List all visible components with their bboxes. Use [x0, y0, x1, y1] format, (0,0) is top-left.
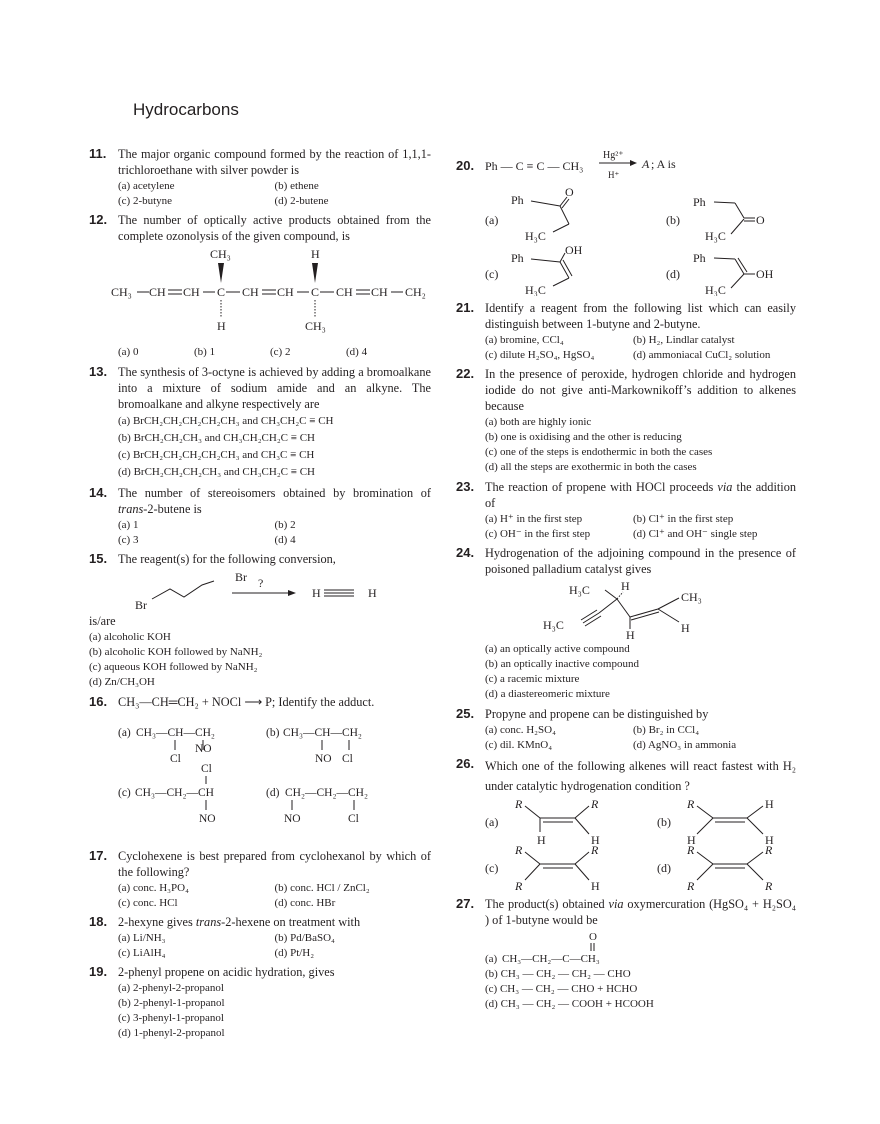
- sub-no: NO: [195, 743, 212, 755]
- reagent-bottom: H⁺: [608, 170, 620, 180]
- option-a-label: (a): [485, 815, 499, 829]
- options: [118, 518, 431, 547]
- q26-options: [485, 798, 796, 892]
- sub-cl: Cl: [201, 763, 212, 775]
- svg-text:R: R: [515, 843, 523, 857]
- sub-ch3-bottom: CH₃: [305, 319, 326, 333]
- option-c[interactable]: (c) 2-butyne: [118, 194, 173, 207]
- options: [118, 344, 431, 360]
- question-number: 15.: [89, 551, 108, 566]
- option-b[interactable]: (b) CH₃ — CH₂ — CH₂ — CHO: [485, 968, 631, 980]
- atom-ch3: CH₃: [111, 285, 132, 299]
- question-17: [89, 848, 431, 910]
- atom-oh: OH: [756, 267, 774, 281]
- option-b[interactable]: (b) alcoholic KOH followed by NaNH₂: [89, 646, 263, 658]
- option-d-label: (d): [266, 787, 280, 799]
- question-14: [89, 485, 431, 547]
- atom-c: C: [217, 285, 226, 299]
- option-d[interactable]: (d) BrCH₂CH₂CH₂CH₃ and CH₃CH₂C ≡ CH: [118, 466, 315, 478]
- sub-no: NO: [315, 753, 332, 765]
- option-b[interactable]: (b) 2: [274, 519, 296, 531]
- question-number: 16.: [89, 694, 108, 709]
- question-number: 19.: [89, 964, 108, 979]
- right-column: [456, 146, 796, 1016]
- option-d-label: (d): [657, 861, 671, 875]
- atom-h: H: [621, 579, 630, 593]
- option-a[interactable]: (a) 1: [118, 519, 139, 531]
- sub-ch3-top: CH₃: [210, 247, 231, 261]
- option-d[interactable]: (d) a diastereomeric mixture: [485, 688, 610, 700]
- left-column: [89, 146, 431, 1045]
- option-d[interactable]: (d) ammoniacal CuCl₂ solution: [633, 348, 771, 361]
- question-text: CH₃—CH═CH₂ + NOCl ⟶ P; Identify the adduct.: [118, 695, 375, 709]
- option-c-formula: CH₃—CH₂—CH: [135, 787, 214, 799]
- svg-text:R: R: [591, 843, 599, 857]
- option-b[interactable]: (b) 2-phenyl-1-propanol: [118, 997, 225, 1009]
- option-d[interactable]: (d) 1-phenyl-2-propanol: [118, 1027, 225, 1039]
- question-number: 25.: [456, 706, 475, 721]
- options: [485, 642, 796, 702]
- atom-h3c: H₃C: [705, 229, 726, 243]
- svg-text:R: R: [765, 879, 773, 892]
- question-text: Identify a reagent from the following list which can easily distinguish between 1-butyne and 2-butyne.: [485, 301, 796, 331]
- option-a-label: (a): [485, 213, 499, 227]
- atom-ch: CH: [149, 285, 166, 299]
- atom-ch: CH: [371, 285, 388, 299]
- question-18: [89, 914, 431, 960]
- svg-text:H: H: [765, 833, 774, 847]
- question-number: 21.: [456, 300, 475, 315]
- option-a[interactable]: (a) alcoholic KOH: [89, 631, 171, 643]
- atom-o: O: [756, 213, 765, 227]
- sub-no: NO: [284, 813, 301, 825]
- question-text: The reagent(s) for the following conversion,: [118, 552, 336, 566]
- q16-options: [89, 720, 431, 844]
- option-a[interactable]: (a) acetylene: [118, 180, 175, 192]
- question-27: [456, 896, 796, 1012]
- option-a[interactable]: (a) bromine, CCl₄: [485, 334, 564, 346]
- question-text: 2-hexyne gives trans-2-hexene on treatment with: [118, 915, 361, 929]
- atom-o: O: [565, 185, 574, 199]
- option-d[interactable]: (d) AgNO₃ in ammonia: [633, 738, 737, 751]
- option-c[interactable]: (c) 3: [118, 533, 139, 546]
- option-b[interactable]: (b) BrCH₂CH₂CH₃ and CH₃CH₂CH₂C ≡ CH: [118, 432, 315, 444]
- option-c[interactable]: (c) conc. HCl: [118, 896, 178, 909]
- options: [118, 931, 431, 960]
- option-a[interactable]: (a) both are highly ionic: [485, 416, 592, 428]
- option-d[interactable]: (d) CH₃ — CH₂ — COOH + HCOOH: [485, 998, 654, 1010]
- question-text: The reaction of propene with HOCl proceeds via the addition of: [485, 480, 796, 510]
- option-b[interactable]: (b) one is oxidising and the other is reducing: [485, 431, 682, 443]
- question-22: [456, 366, 796, 475]
- question-text: The number of stereoisomers obtained by bromination of trans-2-butene is: [118, 486, 431, 516]
- is-are-text: is/are: [89, 614, 116, 628]
- sub-cl: Cl: [342, 753, 353, 765]
- svg-text:H: H: [687, 833, 696, 847]
- option-a[interactable]: (a) 0: [118, 346, 139, 358]
- atom-ch: CH: [336, 285, 353, 299]
- option-c[interactable]: (c) CH₃ — CH₂ — CHO + HCHO: [485, 983, 638, 995]
- atom-ch: CH: [242, 285, 259, 299]
- atom-oh: OH: [565, 243, 583, 257]
- atom-h3c: H₃C: [525, 283, 546, 296]
- option-b[interactable]: (b) Pd/BaSO₄: [274, 932, 335, 944]
- question-number: 23.: [456, 479, 475, 494]
- q15-conversion: [118, 567, 438, 613]
- svg-text:R: R: [515, 798, 523, 811]
- question-text: ; A is: [651, 157, 676, 171]
- q24-structure: [485, 577, 796, 641]
- option-d[interactable]: (d) 2-butene: [274, 194, 329, 207]
- question-text: The synthesis of 3-octyne is achieved by adding a bromoalkane into a mixture of sodium amide and an alkyne. The bromoalkane and alkyne respectively are: [118, 365, 431, 411]
- option-a[interactable]: (a) conc. H₃PO₄: [118, 882, 189, 894]
- atom-ch: CH: [183, 285, 200, 299]
- option-d[interactable]: (d) Pt/H₂: [274, 946, 315, 959]
- question-25: [456, 706, 796, 752]
- atom-br: Br: [235, 570, 247, 584]
- q27-option-a[interactable]: [485, 930, 685, 966]
- question-text: Cyclohexene is best prepared from cyclohexanol by which of the following?: [118, 849, 431, 879]
- sub-h-top: H: [311, 247, 320, 261]
- option-c[interactable]: (c) 2: [270, 346, 291, 358]
- question-text: The number of optically active products obtained from the complete ozonolysis of the given compound, is: [118, 213, 431, 243]
- question-number: 26.: [456, 756, 475, 771]
- option-b[interactable]: (b) ethene: [274, 180, 319, 192]
- option-a[interactable]: (a) Li/NH₃: [118, 932, 166, 944]
- option-c[interactable]: (c) LiAlH₄: [118, 946, 166, 959]
- question-text: 2-phenyl propene on acidic hydration, gives: [118, 965, 335, 979]
- option-b-label: (b): [266, 727, 280, 739]
- atom-ch3: CH₃: [681, 590, 702, 604]
- option-a[interactable]: (a) H⁺ in the first step: [485, 513, 583, 525]
- option-d-label: (d): [666, 267, 680, 281]
- atom-ch2: CH₂: [405, 285, 426, 299]
- question-11: [89, 146, 431, 208]
- atom-h: H: [368, 586, 377, 600]
- question-20: [456, 146, 796, 296]
- option-d[interactable]: (d) all the steps are exothermic in both the cases: [485, 461, 697, 473]
- options: [89, 630, 431, 690]
- product-a: A: [642, 157, 650, 171]
- option-c[interactable]: (c) OH⁻ in the first step: [485, 527, 591, 540]
- question-text: In the presence of peroxide, hydrogen chloride and hydrogen iodide do not give anti-Markownikoff’s addition to alkenes because: [485, 367, 796, 413]
- svg-text:R: R: [591, 798, 599, 811]
- reaction-arrow-label: ?: [258, 576, 264, 590]
- question-16: [89, 694, 431, 844]
- options: [485, 512, 796, 541]
- options: [485, 415, 796, 475]
- option-c-label: (c): [118, 787, 131, 799]
- svg-text:R: R: [687, 843, 695, 857]
- option-c[interactable]: (c) BrCH₂CH₂CH₂CH₂CH₃ and CH₃C ≡ CH: [118, 449, 315, 461]
- svg-text:H: H: [591, 833, 600, 847]
- atom-h3c: H₃C: [543, 618, 564, 632]
- svg-text:R: R: [687, 879, 695, 892]
- atom-ph: Ph: [693, 195, 706, 209]
- question-number: 22.: [456, 366, 475, 381]
- question-number: 17.: [89, 848, 108, 863]
- question-text: Hydrogenation of the adjoining compound in the presence of poisoned palladium catalyst gives: [485, 546, 796, 576]
- options: [485, 333, 796, 362]
- option-a[interactable]: (a) conc. H₂SO₄: [485, 724, 556, 736]
- option-d[interactable]: (d) 4: [346, 346, 368, 358]
- option-d[interactable]: (d) 4: [274, 533, 296, 546]
- atom-h: H: [681, 621, 690, 635]
- question-number: 12.: [89, 212, 108, 227]
- reactant: Ph — C ≡ C — CH₃: [485, 159, 584, 173]
- question-number: 18.: [89, 914, 108, 929]
- option-b[interactable]: (b) 1: [194, 346, 216, 358]
- atom-h: H: [626, 628, 635, 641]
- question-number: 11.: [89, 146, 107, 161]
- option-b[interactable]: (b) an optically inactive compound: [485, 658, 639, 670]
- svg-text:R: R: [515, 879, 523, 892]
- option-c[interactable]: (c) a racemic mixture: [485, 673, 580, 685]
- option-c[interactable]: (c) aqueous KOH followed by NaNH₂: [89, 661, 258, 673]
- options: [118, 413, 431, 481]
- atom-h3c: H₃C: [705, 283, 726, 296]
- question-number: 24.: [456, 545, 475, 560]
- option-c-label: (c): [485, 267, 499, 281]
- atom-ph: Ph: [693, 251, 706, 265]
- options: [118, 981, 431, 1041]
- sub-no: NO: [199, 813, 216, 825]
- question-number: 27.: [456, 896, 475, 911]
- question-24: [456, 545, 796, 702]
- svg-text:H: H: [591, 879, 600, 892]
- svg-text:H: H: [537, 833, 546, 847]
- sub-cl: Cl: [170, 753, 181, 765]
- option-b[interactable]: (b) Br₂ in CCl₄: [633, 724, 700, 736]
- question-26: [456, 756, 796, 892]
- option-d[interactable]: (d) Zn/CH₃OH: [89, 676, 155, 688]
- atom-ph: Ph: [511, 251, 524, 265]
- svg-text:R: R: [765, 843, 773, 857]
- question-15: [89, 551, 431, 690]
- option-formula: CH₃—CH₂—C—CH₃: [502, 953, 600, 965]
- atom-ph: Ph: [511, 193, 524, 207]
- option-b[interactable]: (b) conc. HCl / ZnCl₂: [274, 882, 370, 894]
- option-c[interactable]: (c) 3-phenyl-1-propanol: [118, 1012, 224, 1024]
- option-b-label: (b): [666, 213, 680, 227]
- atom-h: H: [312, 586, 321, 600]
- sub-cl: Cl: [348, 813, 359, 825]
- options: [485, 967, 796, 1012]
- option-a[interactable]: (a) 2-phenyl-2-propanol: [118, 982, 224, 994]
- question-23: [456, 479, 796, 541]
- option-a[interactable]: (a) BrCH₂CH₂CH₂CH₂CH₃ and CH₃CH₂C ≡ CH: [118, 415, 334, 427]
- option-b-label: (b): [657, 815, 671, 829]
- question-text: The product(s) obtained via oxymercuration (HgSO₄ + H₂SO₄ ) of 1-butyne would be: [485, 897, 796, 927]
- question-number: 20.: [456, 158, 475, 173]
- option-a[interactable]: (a) an optically active compound: [485, 643, 630, 655]
- question-text: The major organic compound formed by the reaction of 1,1,1-trichloroethane with silver powder is: [118, 147, 431, 177]
- option-label: (a): [485, 953, 498, 965]
- options: [485, 723, 796, 752]
- option-d[interactable]: (d) Cl⁺ and OH⁻ single step: [633, 527, 758, 540]
- atom-br: Br: [135, 598, 147, 612]
- option-c[interactable]: (c) dilute H₂SO₄, HgSO₄: [485, 348, 595, 361]
- option-c-label: (c): [485, 861, 499, 875]
- option-a-formula: CH₃—CH—CH₂: [136, 727, 215, 739]
- page-header: Hydrocarbons: [133, 100, 239, 119]
- q20-structure: [485, 146, 796, 296]
- atom-c: C: [311, 285, 320, 299]
- options: [118, 179, 431, 208]
- option-b-formula: CH₃—CH—CH₂: [283, 727, 362, 739]
- option-b[interactable]: (b) H₂, Lindlar catalyst: [633, 334, 735, 346]
- question-12: [89, 212, 431, 360]
- atom-o: O: [589, 931, 597, 943]
- svg-text:H: H: [765, 798, 774, 811]
- option-a-label: (a): [118, 727, 131, 739]
- question-13: [89, 364, 431, 481]
- question-19: [89, 964, 431, 1041]
- atom-h3c: H₃C: [569, 583, 590, 597]
- question-text: Which one of the following alkenes will react fastest with H₂ under catalytic hydrogenation condition ?: [485, 759, 796, 793]
- sub-h-bottom: H: [217, 319, 226, 333]
- atom-h3c: H₃C: [525, 229, 546, 243]
- question-21: [456, 300, 796, 362]
- atom-ch: CH: [277, 285, 294, 299]
- options: [118, 881, 431, 910]
- option-d[interactable]: (d) conc. HBr: [274, 896, 336, 909]
- question-text: Propyne and propene can be distinguished by: [485, 707, 709, 721]
- option-b[interactable]: (b) Cl⁺ in the first step: [633, 513, 734, 525]
- option-c[interactable]: (c) dil. KMnO₄: [485, 738, 553, 751]
- option-d-formula: CH₂—CH₂—CH₂: [285, 787, 368, 799]
- question-number: 14.: [89, 485, 108, 500]
- q12-structure: [89, 244, 431, 342]
- reagent-top: Hg²⁺: [603, 150, 624, 161]
- question-number: 13.: [89, 364, 108, 379]
- option-c[interactable]: (c) one of the steps is endothermic in both the cases: [485, 446, 713, 458]
- svg-text:R: R: [687, 798, 695, 811]
